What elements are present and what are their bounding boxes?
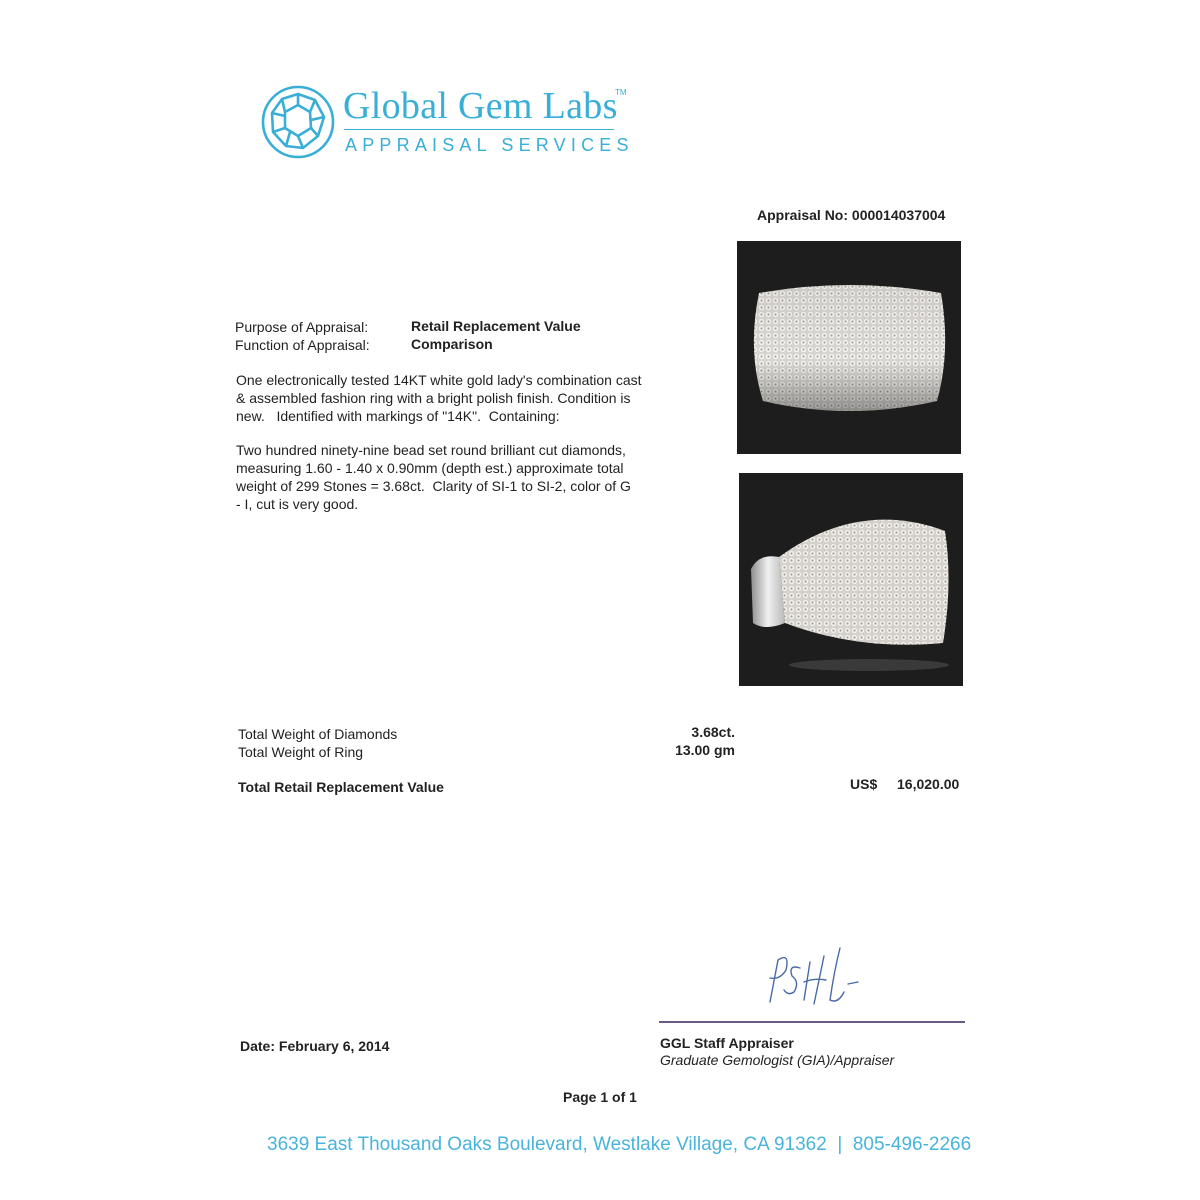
brand-divider <box>344 129 614 130</box>
diamond-line: weight of 299 Stones = 3.68ct. Clarity of SI-1 to SI-2, color of G <box>236 478 631 494</box>
ring-weight-label: Total Weight of Ring <box>238 744 364 760</box>
description-line: new. Identified with markings of "14K". Containing: <box>236 408 560 424</box>
diamond-line: - I, cut is very good. <box>236 496 359 512</box>
purpose-value: Retail Replacement Value <box>411 318 581 334</box>
ring-front-photo <box>737 241 961 454</box>
appraisal-number: Appraisal No: 000014037004 <box>757 207 946 223</box>
diamond-line: Two hundred ninety-nine bead set round brilliant cut diamonds, <box>236 442 626 458</box>
page-number: Page 1 of 1 <box>563 1089 637 1105</box>
appraiser-signature <box>748 942 868 1012</box>
footer-address: 3639 East Thousand Oaks Boulevard, Westlake Village, CA 91362 | 805-496-2266 <box>267 1134 972 1155</box>
function-label: Function of Appraisal: <box>235 337 370 353</box>
diamond-description <box>236 441 681 513</box>
ring-description <box>236 371 681 425</box>
ring-side-photo <box>739 473 963 686</box>
diamond-weight-value: 3.68ct. <box>691 724 735 740</box>
appraiser-name: GGL Staff Appraiser <box>660 1035 794 1051</box>
trademark-mark: TM <box>615 88 627 97</box>
ring-weight-value: 13.00 gm <box>675 742 735 758</box>
brand-name: Global Gem Labs <box>343 85 618 127</box>
description-line: One electronically tested 14KT white gold lady's combination cast <box>236 372 642 388</box>
diamond-weight-label: Total Weight of Diamonds <box>238 726 398 742</box>
brand-tagline: APPRAISAL SERVICES <box>345 135 634 155</box>
purpose-label: Purpose of Appraisal: <box>235 319 369 335</box>
total-value-amount: 16,020.00 <box>897 776 960 792</box>
diamond-gem-icon <box>260 84 336 160</box>
total-value-label: Total Retail Replacement Value <box>238 779 444 795</box>
diamond-line: measuring 1.60 - 1.40 x 0.90mm (depth est.) approximate total <box>236 460 624 476</box>
description-line: & assembled fashion ring with a bright polish finish. Condition is <box>236 390 631 406</box>
appraiser-title: Graduate Gemologist (GIA)/Appraiser <box>660 1052 895 1068</box>
appraisal-date: Date: February 6, 2014 <box>240 1038 390 1054</box>
currency-label: US$ <box>850 776 878 792</box>
signature-line <box>659 1021 965 1023</box>
function-value: Comparison <box>411 336 493 352</box>
